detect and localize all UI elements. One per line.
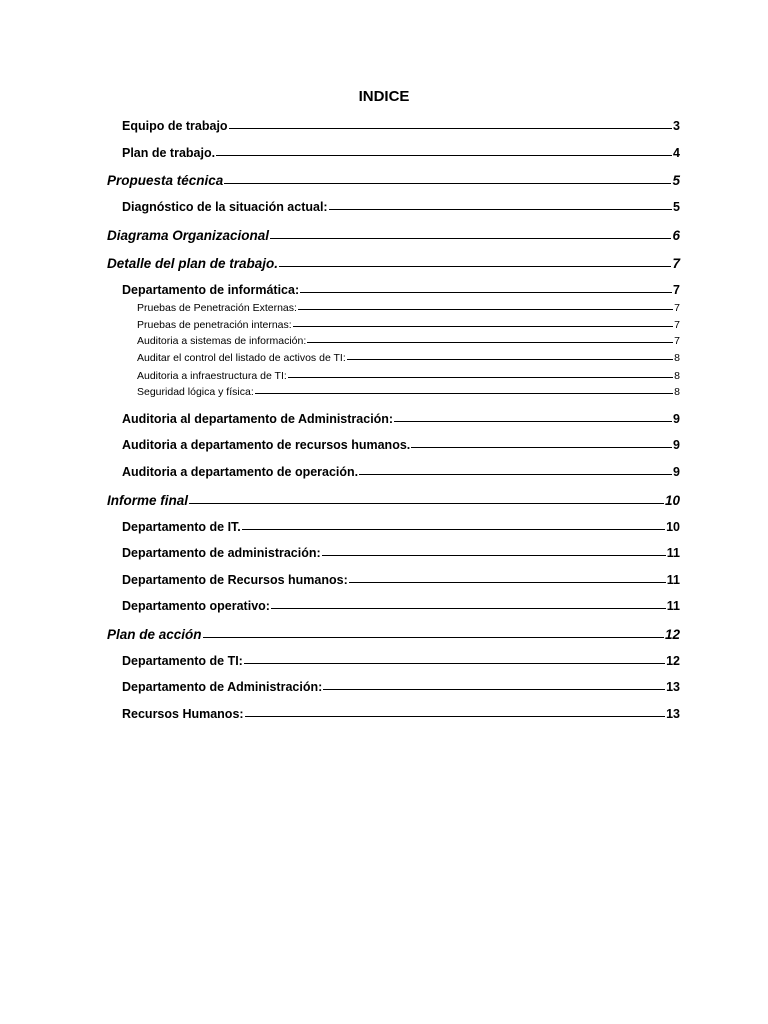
toc-leader-line bbox=[203, 637, 664, 638]
toc-entry[interactable] bbox=[137, 318, 680, 332]
toc-leader-line bbox=[347, 359, 673, 360]
toc-entry-label: Informe final bbox=[107, 493, 189, 508]
toc-leader-line bbox=[411, 447, 672, 448]
toc-leader-line bbox=[329, 209, 672, 210]
toc-entry-label: Departamento de Administración: bbox=[122, 680, 323, 694]
toc-leader-line bbox=[322, 555, 666, 556]
toc-entry-page-number: 7 bbox=[674, 319, 680, 331]
toc-entry-label: Propuesta técnica bbox=[107, 173, 224, 188]
toc-entry-label: Equipo de trabajo bbox=[122, 119, 228, 133]
toc-entry-page-number: 9 bbox=[673, 438, 680, 452]
toc-entry[interactable] bbox=[122, 118, 680, 135]
toc-leader-line bbox=[293, 326, 673, 327]
toc-entry-label: Auditoria a sistemas de información: bbox=[137, 335, 307, 347]
toc-leader-line bbox=[189, 503, 664, 504]
toc-entry-page-number: 13 bbox=[666, 680, 680, 694]
toc-entry-page-number: 7 bbox=[672, 256, 680, 271]
toc-leader-line bbox=[307, 342, 673, 343]
toc-leader-line bbox=[323, 689, 665, 690]
toc-entry-page-number: 5 bbox=[672, 173, 680, 188]
toc-entry[interactable] bbox=[107, 492, 680, 510]
toc-entry-page-number: 9 bbox=[673, 465, 680, 479]
toc-entry[interactable] bbox=[107, 626, 680, 644]
toc-leader-line bbox=[349, 582, 666, 583]
toc-entry[interactable] bbox=[122, 437, 680, 454]
toc-entry-label: Diagnóstico de la situación actual: bbox=[122, 200, 328, 214]
toc-entry[interactable] bbox=[107, 172, 680, 190]
toc-leader-line bbox=[216, 155, 672, 156]
toc-entry-page-number: 8 bbox=[674, 386, 680, 398]
toc-entry-page-number: 8 bbox=[674, 352, 680, 364]
toc-entry-label: Pruebas de penetración internas: bbox=[137, 319, 292, 331]
toc-entry[interactable] bbox=[107, 255, 680, 273]
toc-leader-line bbox=[288, 377, 673, 378]
toc-entry[interactable] bbox=[122, 411, 680, 428]
toc-entry[interactable] bbox=[122, 653, 680, 670]
toc-entry-label: Seguridad lógica y física: bbox=[137, 386, 254, 398]
toc-leader-line bbox=[298, 309, 673, 310]
toc-entry[interactable] bbox=[137, 351, 680, 365]
toc-entry[interactable] bbox=[122, 706, 680, 723]
toc-entry[interactable] bbox=[137, 301, 680, 315]
toc-entry-page-number: 10 bbox=[664, 493, 680, 508]
toc-entry[interactable] bbox=[137, 385, 680, 399]
toc-entry-page-number: 12 bbox=[664, 627, 680, 642]
toc-entry-label: Pruebas de Penetración Externas: bbox=[137, 302, 297, 314]
toc-leader-line bbox=[279, 266, 671, 267]
toc-entry[interactable] bbox=[122, 572, 680, 589]
toc-entry-page-number: 4 bbox=[673, 146, 680, 160]
toc-entry-label: Diagrama Organizacional bbox=[107, 228, 270, 243]
toc-entry-label: Departamento de administración: bbox=[122, 546, 321, 560]
toc-entry[interactable] bbox=[122, 598, 680, 615]
toc-leader-line bbox=[242, 529, 665, 530]
toc-entry[interactable] bbox=[137, 369, 680, 383]
toc-leader-line bbox=[394, 421, 672, 422]
toc-entry-label: Departamento de TI: bbox=[122, 654, 243, 668]
toc-entry[interactable] bbox=[122, 679, 680, 696]
toc-entry-label: Recursos Humanos: bbox=[122, 707, 244, 721]
toc-entry[interactable] bbox=[122, 464, 680, 481]
toc-entry-page-number: 12 bbox=[666, 654, 680, 668]
toc-leader-line bbox=[255, 393, 673, 394]
toc-entry-label: Departamento de informática: bbox=[122, 283, 300, 297]
toc-entry[interactable] bbox=[122, 519, 680, 536]
toc-entry-label: Plan de acción bbox=[107, 627, 202, 642]
toc-entry-page-number: 11 bbox=[666, 599, 680, 613]
toc-leader-line bbox=[245, 716, 666, 717]
toc-entry-page-number: 7 bbox=[674, 335, 680, 347]
toc-entry-page-number: 6 bbox=[672, 228, 680, 243]
toc-entry-page-number: 8 bbox=[674, 370, 680, 382]
toc-entry-page-number: 10 bbox=[666, 520, 680, 534]
toc-leader-line bbox=[244, 663, 665, 664]
toc-entry-page-number: 11 bbox=[666, 546, 680, 560]
toc-entry[interactable] bbox=[107, 227, 680, 245]
toc-entry-label: Auditoria a infraestructura de TI: bbox=[137, 370, 287, 382]
toc-leader-line bbox=[270, 238, 671, 239]
toc-entry-label: Auditoria a departamento de recursos humanos. bbox=[122, 438, 411, 452]
toc-entry-label: Auditoria al departamento de Administración: bbox=[122, 412, 394, 426]
toc-leader-line bbox=[300, 292, 672, 293]
toc-entry-label: Departamento operativo: bbox=[122, 599, 270, 613]
toc-entry-label: Departamento de Recursos humanos: bbox=[122, 573, 348, 587]
toc-entry[interactable] bbox=[122, 199, 680, 216]
toc-leader-line bbox=[359, 474, 672, 475]
toc-entry-label: Detalle del plan de trabajo. bbox=[107, 256, 279, 271]
toc-entry-label: Auditar el control del listado de activos de TI: bbox=[137, 352, 346, 364]
toc-entry-page-number: 9 bbox=[673, 412, 680, 426]
toc-entry[interactable] bbox=[122, 545, 680, 562]
toc-entry-label: Auditoria a departamento de operación. bbox=[122, 465, 359, 479]
toc-entry-page-number: 7 bbox=[674, 302, 680, 314]
toc-entry-label: Plan de trabajo. bbox=[122, 146, 216, 160]
toc-leader-line bbox=[224, 183, 671, 184]
toc-entry[interactable] bbox=[122, 145, 680, 162]
toc-entry-page-number: 13 bbox=[666, 707, 680, 721]
toc-entry-page-number: 7 bbox=[673, 283, 680, 297]
toc-leader-line bbox=[229, 128, 672, 129]
toc-entry[interactable] bbox=[137, 334, 680, 348]
toc-entry-page-number: 5 bbox=[673, 200, 680, 214]
toc-entry-page-number: 11 bbox=[666, 573, 680, 587]
page-title: INDICE bbox=[358, 88, 410, 105]
toc-entry-label: Departamento de IT. bbox=[122, 520, 241, 534]
toc-entry[interactable] bbox=[122, 282, 680, 299]
toc-entry-page-number: 3 bbox=[673, 119, 680, 133]
toc-leader-line bbox=[271, 608, 666, 609]
